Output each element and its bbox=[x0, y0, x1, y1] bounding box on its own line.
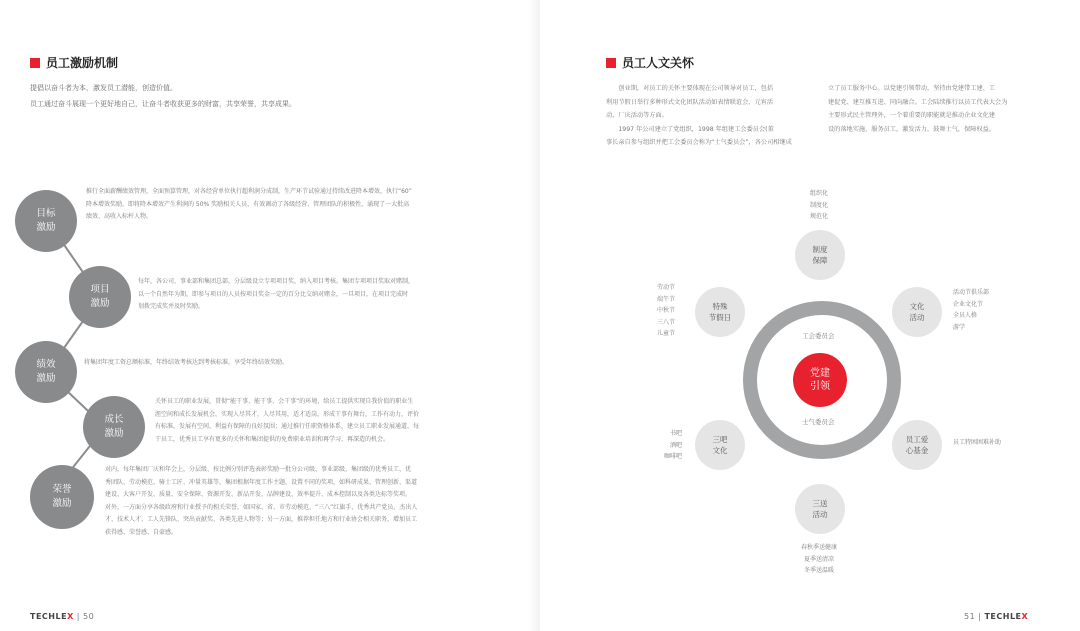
love-fund-details: 员工特困困难补助 bbox=[953, 439, 1002, 446]
union-committee-label: 工会委员会 bbox=[802, 332, 835, 340]
left-footer: TECHLEX | 50 bbox=[30, 612, 95, 621]
section-title-care: 员工人文关怀 bbox=[606, 54, 694, 71]
node-system-guarantee: 制度 保障 bbox=[795, 230, 845, 280]
circle-project-incentive: 项目 激励 bbox=[69, 266, 131, 328]
culture-activities-details: 活动节俱乐部 企业文化节 全员人格 游学 bbox=[953, 289, 990, 331]
node-culture-activities: 文化 活动 bbox=[892, 287, 942, 337]
care-text-col2: 立了员工服务中心。以党建引领带动，坚持由党建带工建、工 建促党、建互推互进、同向融合。工会陆续推行以员工代表大会为 主要形式民主管理外，一个着重要的职能就是推动企业文化建 设的落地实施，服务员工，激发活力，鼓舞士气，保障权益。 bbox=[828, 85, 1008, 133]
circle-goal-incentive: 目标 激励 bbox=[15, 190, 77, 252]
left-page-number: | 50 bbox=[76, 612, 95, 621]
circle-performance-incentive: 绩效 激励 bbox=[15, 341, 77, 403]
intro-line: 提倡以奋斗者为本，激发员工潜能，创造价值。 bbox=[30, 84, 177, 92]
right-page bbox=[540, 0, 1080, 631]
growth-incentive-text: 关怀员工的职业发展，贯彻“能干事、能干事、会干事”的环境，给员工提供实现自我价值的职业生 涯空间和成长发展机会，实现人尽其才，人尽其用，适才适岗，形成干事有舞台，工作有动力，评价 有标准，发展有空间，利益有保障的良好氛围；通过推行任职资格体系，建立员工职业发展通道，每 干员工，优秀员工享有更多的关怀和集团提供的免费职业培训和再学习、再深造的机会。 bbox=[155, 398, 420, 443]
section-title-incentive: 员工激励机制 bbox=[30, 54, 118, 71]
three-bar-details: 书吧 酒吧 咖啡吧 bbox=[664, 430, 683, 460]
ring-label: 员工服务中心 bbox=[797, 457, 851, 472]
intro-line: 员工通过奋斗展现一个更好地自己，让奋斗者收获更多的财富，共享荣誉，共享成果。 bbox=[30, 100, 296, 108]
circle-honor-incentive: 荣誉 激励 bbox=[30, 465, 94, 529]
right-footer: 51 | TECHLEX bbox=[964, 612, 1029, 621]
honor-incentive-text: 对内，每年集团厂庆和年会上，分层级、按比例分别评选表彰奖励一批分公司级、事业部级、集团级的优秀员工、优 秀团队、劳动模范、骑士工匠、冲量英雄等，集团根据年度工作主题，设置不同的奖项，如科研成果、管理创新、渠道 建设、大客户开发、质量、安全保障、资源开发、新品开发、品牌建设、效率提升、成本控制以及各类达标等奖项。 对外，一方面分享各级政府和行业授予的相关荣誉，如国家、省、市劳动模范、“三八”红旗手、优秀共产党员、杰出人 才、技术人才、工人先锋队、突出贡献奖、各类先进人物等；另一方面，推荐担任地方和行业协会相关职务，增加员工 获得感、荣誉感、自豪感。 bbox=[105, 466, 418, 536]
performance-incentive-text: 将集团年度工资总额标准，年终结效考核达到考核标准，享受年终结效奖励。 bbox=[84, 359, 289, 366]
care-diagram bbox=[540, 0, 1080, 631]
party-leadership-core: 党建 引领 bbox=[793, 353, 847, 407]
goal-incentive-text: 推行全面薪酬绩效管理，全面预算管理，对各经营单位执行超利润分成制，生产环节试验通过持续改进降本增效，执行“60” 降本增效奖励，即将降本增效产生利润的 50% 奖励相关人员，有效调动了各级经营、管理团队的积极性，涌现了一大批高 绩效、高收入标杆人物。 bbox=[86, 188, 412, 220]
node-three-bar-culture: 三吧 文化 bbox=[695, 420, 745, 470]
node-three-send-activities: 三送 活动 bbox=[795, 484, 845, 534]
right-page-number: 51 | bbox=[964, 612, 982, 621]
morale-committee-label: 士气委员会 bbox=[802, 418, 835, 426]
project-incentive-text: 每年，各公司、事业部和集团总部，分层级设立专项项目奖，纳入项目考核。集团专项项目奖取对赌制， 以一个自然年为期，即参与项目的人员按项目奖金一定的百分比交纳对赌金，一旦项目，在项目完成时 划拨完成奖并及时奖励。 bbox=[138, 278, 415, 310]
circle-growth-incentive: 成长 激励 bbox=[83, 396, 145, 458]
node-love-fund: 员工爱 心基金 bbox=[892, 420, 942, 470]
special-holidays-details: 劳动节 端午节 中秋节 三八节 儿童节 bbox=[657, 284, 676, 337]
three-send-details: 春秋季送健康 夏季送清凉 冬季送温暖 bbox=[801, 544, 838, 574]
node-special-holidays: 特殊 节假日 bbox=[695, 287, 745, 337]
svg-text:员工服务中心 bbox=[797, 457, 851, 471]
system-guarantee-details: 组织化 制度化 规范化 bbox=[810, 190, 829, 220]
care-text-col1: 创业期，对员工的关怀主要体现在公司领导对员工，包括 利用节假日举行多种形式文化团队活动如表情联谊会、元宵活 动、厂庆活动等方面。 1997 年公司建立了党组织，1998 年组建工会委员会(董 事长亲自参与组织并把工会委员会称为“士气委员会”，各公司相继成 bbox=[606, 85, 792, 146]
